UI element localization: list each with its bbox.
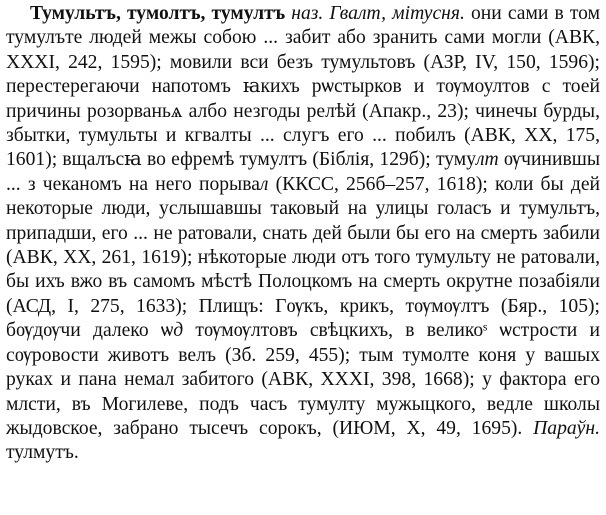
gloss: Гвалт, мітусня. (329, 3, 465, 24)
grammar-label: наз. (291, 3, 324, 24)
citation-italic: д (173, 320, 184, 342)
citation-text: они сами в том тумулъте людей межы собою ... забит або зранить сами могли (АВК, XXXI, 242, 1595); мовили вси безъ тумультовъ (АЗР, IV, 150, 1596); перестерегаючи напотомъ ꙗкихъ рѡстырков и тѹмоултов с тоей причины розорваньѧ албо незгоды релѣй (Апакр., 23); чинечы бурды, збытки, тумульты и кгвалты ... слугъ его ... побилъ (АВК, XX, 175, 1601); вщалъсꙗ во ефремѣ тумултъ (Біблія, 129б); туму (6, 3, 600, 171)
citation-italic: л (259, 173, 269, 195)
citation-italic: лт (476, 149, 499, 171)
dictionary-entry (6, 2, 600, 466)
citation-text: ѹчинившы ... з чеканомъ на него порыва (6, 149, 600, 195)
crossref-label: Параўн. (533, 417, 600, 439)
citation-text: (ККСС, 256б–257, 1618); коли бы дей некоторые люди, услышавшы таковый на улицы голасъ и тумультъ, припадши, его ... не ратовали, снать дей были бы его на смерть забили (АВК, XX, 261, 1619); нѣкоторые люди отъ того тумульту не ратовали, бы ихъ вжо въ самомъ мѣстѣ Полоцкомъ на смерть окрутне позабіяли (АСД, I, 275, 1633); Плищъ: Гѹкъ, крикъ, тѹмѹлтъ (Бяр., 105); бѹдѹчи далеко ѡ (6, 173, 600, 342)
crossref-target: тулмутъ. (6, 442, 79, 464)
citation-text: тѹмѹлтовъ свѣцкихъ, в великоˢ ѡстрости и сѹровости животъ велъ (Зб. 259, 455); тым тумолте коня у вашых руках и пана немал забитого (АВК, XXXI, 398, 1668); у фактора его млсти, въ Могилеве, подъ часъ тумулту мужыцкого, ведле школы жыдовское, забрано тысечъ сорокъ, (ИЮМ, X, 49, 1695). (6, 320, 600, 439)
headword: Тумультъ, тумолтъ, тумултъ (30, 3, 286, 24)
